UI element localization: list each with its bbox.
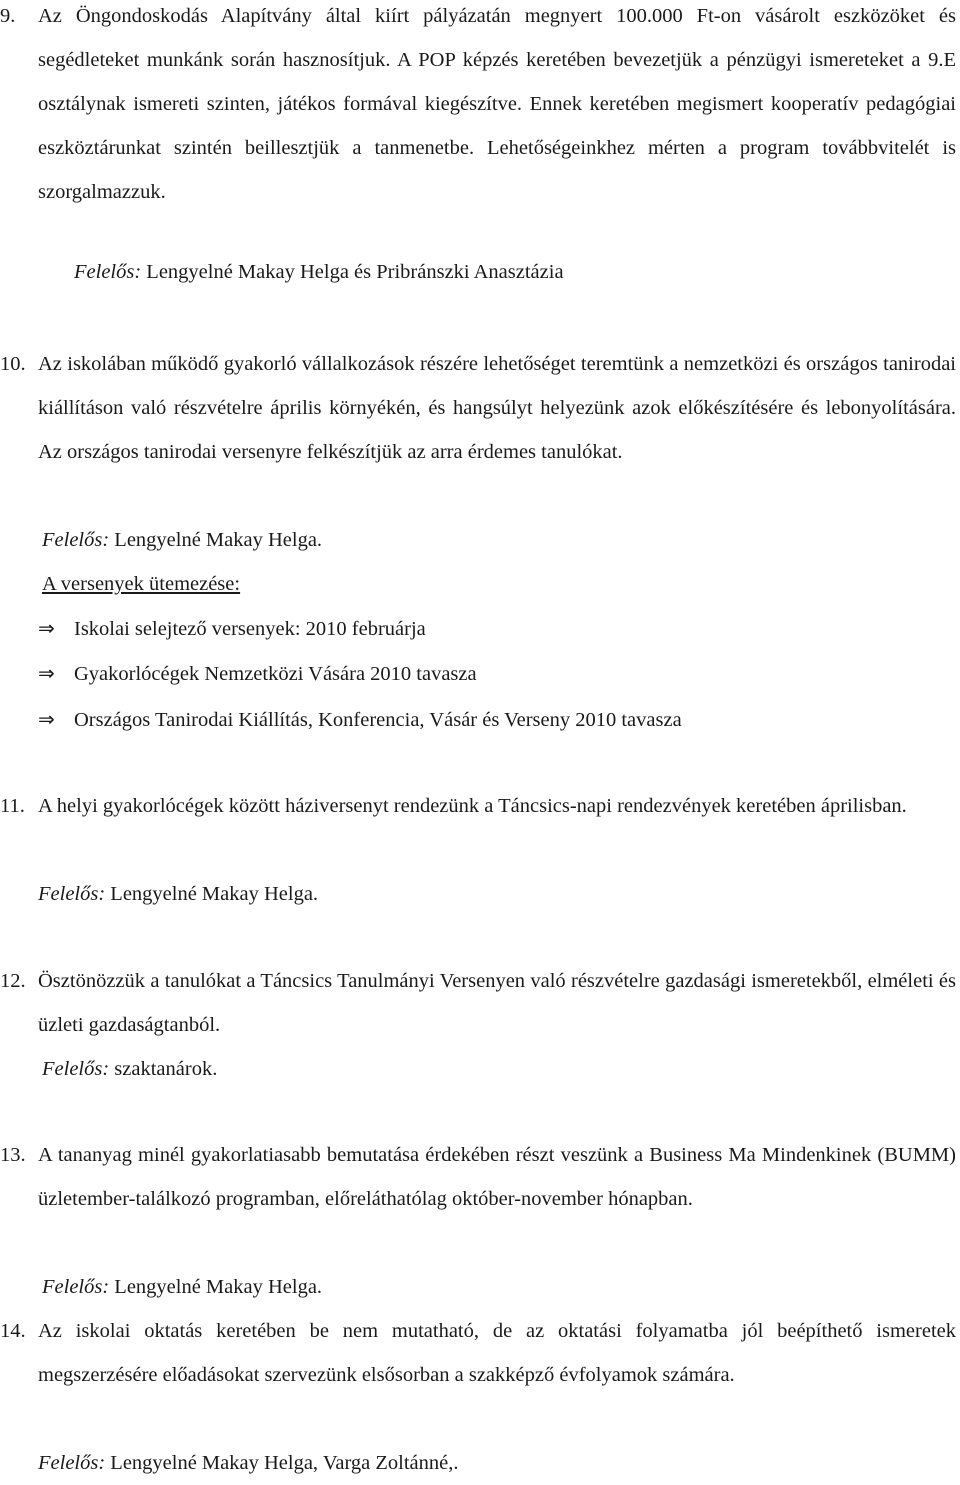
item-number: 12. — [0, 970, 26, 992]
responsible-label: Felelős: — [42, 1276, 110, 1298]
responsible-name: szaktanárok. — [114, 1058, 218, 1080]
item-text: Az iskolában működő gyakorló vállalkozások részére lehetőséget teremtünk a nemzetközi és országos tanirodai kiállításon való részvételre április környékén, és hangsúlyt helyezünk azok előkészítésére és lebonyolítására. Az országos tanirodai versenyre felkészítjük az arra érdemes tanulókat. — [38, 353, 956, 463]
schedule-item-text: Iskolai selejtező versenyek: 2010 februárja — [74, 618, 426, 640]
item-paragraph — [0, 784, 960, 828]
item-text: A tananyag minél gyakorlatiasabb bemutatása érdekében részt veszünk a Business Ma Mindenkinek (BUMM) üzletember-találkozó programban, előreláthatólag október-november hónapban. — [38, 1144, 956, 1210]
list-item-13 — [0, 1133, 960, 1298]
responsible-label: Felelős: — [74, 261, 142, 283]
rightwards-double-arrow-icon: ⇒ — [38, 661, 55, 685]
item-text: Ösztönözzük a tanulókat a Táncsics Tanulmányi Versenyen való részvételre gazdasági ismeretekből, elméleti és üzleti gazdaságtanból. — [38, 970, 956, 1036]
item-paragraph — [0, 342, 960, 474]
item-paragraph — [0, 0, 960, 214]
item-paragraph — [0, 1133, 960, 1221]
responsible-name: Lengyelné Makay Helga. — [110, 883, 319, 905]
list-item-12 — [0, 959, 960, 1080]
item-paragraph — [0, 959, 960, 1047]
item-number: 9. — [0, 5, 16, 27]
responsible-line — [42, 1047, 217, 1091]
item-text: A helyi gyakorlócégek között háziversenyt rendezünk a Táncsics-napi rendezvények keretében áprilisban. — [38, 795, 907, 817]
rightwards-double-arrow-icon: ⇒ — [38, 707, 55, 731]
responsible-line — [42, 1265, 322, 1309]
item-number: 13. — [0, 1144, 26, 1166]
responsible-line — [38, 872, 318, 916]
responsible-name: Lengyelné Makay Helga. — [114, 529, 323, 551]
responsible-name: Lengyelné Makay Helga, Varga Zoltánné,. — [110, 1452, 459, 1474]
schedule-item-text: Gyakorlócégek Nemzetközi Vására 2010 tavasza — [74, 663, 477, 685]
item-text: Az Öngondoskodás Alapítvány által kiírt pályázatán megnyert 100.000 Ft-on vásárolt eszközöket és segédleteket munkánk során hasznosítjuk. A POP képzés keretében bevezetjük a pénzügyi ismereteket a 9.E osztálynak ismereti szinten, játékos formával kiegészítve. Ennek keretében megismert kooperatív pedagógiai eszköztárunkat szintén beillesztjük a tanmenetbe. Lehetőségeinkhez mérten a program továbbvitelét is szorgalmazzuk. — [38, 5, 956, 203]
responsible-line — [38, 1441, 459, 1485]
item-number: 11. — [0, 795, 25, 817]
responsible-name: Lengyelné Makay Helga. — [114, 1276, 323, 1298]
rightwards-double-arrow-icon: ⇒ — [38, 616, 55, 640]
item-number: 14. — [0, 1320, 26, 1342]
item-number: 10. — [0, 353, 26, 375]
list-item-11 — [0, 784, 960, 905]
item-text: Az iskolai oktatás keretében be nem mutatható, de az oktatási folyamatba jól beépíthető ismeretek megszerzésére előadásokat szervezünk elsősorban a szakképző évfolyamok számára. — [38, 1320, 956, 1386]
schedule-item-text: Országos Tanirodai Kiállítás, Konferencia, Vásár és Verseny 2010 tavasza — [74, 709, 682, 731]
list-item-14 — [0, 1309, 960, 1474]
responsible-line — [74, 250, 564, 294]
schedule-title: A versenyek ütemezése: — [42, 573, 241, 595]
item-paragraph — [0, 1309, 960, 1397]
responsible-line — [42, 518, 322, 562]
list-item-10 — [0, 342, 960, 731]
schedule-item — [38, 697, 682, 742]
schedule-item — [38, 651, 477, 696]
responsible-name: Lengyelné Makay Helga és Pribránszki Anasztázia — [146, 261, 564, 283]
responsible-label: Felelős: — [42, 1058, 110, 1080]
responsible-label: Felelős: — [38, 1452, 106, 1474]
list-item-9 — [0, 0, 960, 283]
responsible-label: Felelős: — [38, 883, 106, 905]
responsible-label: Felelős: — [42, 529, 110, 551]
schedule-item — [38, 606, 426, 651]
